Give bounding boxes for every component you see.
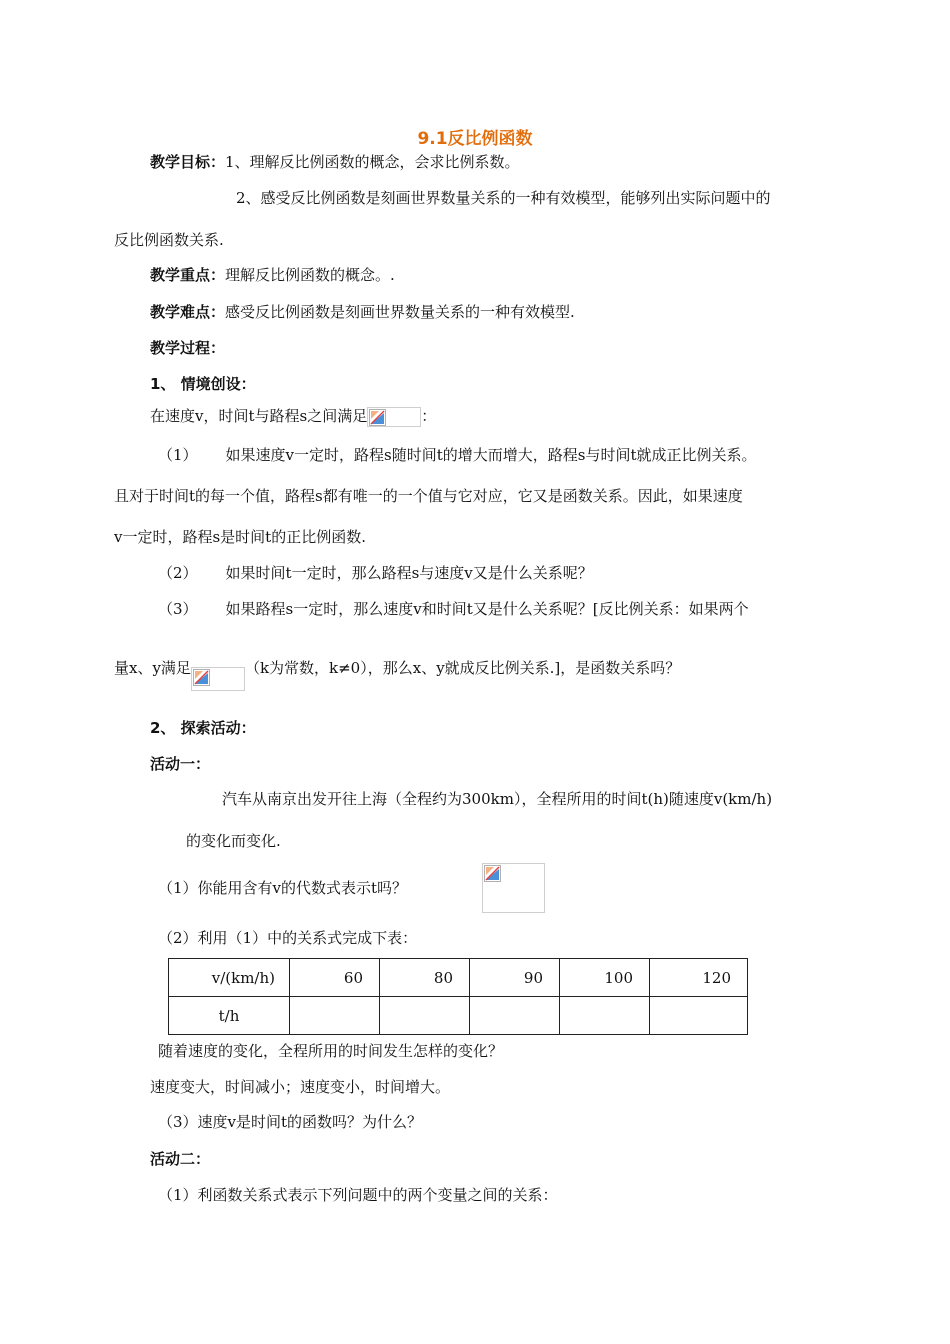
table-cell: 100 [560,959,650,997]
table-cell: 120 [650,959,748,997]
table-row [169,997,748,1035]
formula-image-placeholder [367,407,421,427]
table-cell: 90 [470,959,560,997]
q1-line-1 [158,445,756,465]
q3-text: 如果路程s一定时，那么速度v和时间t又是什么关系呢？[反比例关系：如果两个 [225,600,749,618]
table-cell-empty[interactable] [380,997,470,1035]
page-title: 9.1反比例函数 [417,129,533,149]
table-row [169,959,748,997]
section1-intro-after: ： [421,407,437,425]
q2-line [158,563,593,583]
table-cell-empty[interactable] [650,997,748,1035]
difficulty-line [150,302,575,322]
section1-heading: 1、 情境创设： [150,375,256,393]
q3-num: （3） [158,600,198,618]
a2-q1: （1）利函数关系式表示下列问题中的两个变量之间的关系： [158,1186,558,1204]
goals-item-2b: 反比例函数关系. [114,231,224,249]
key-point-line [150,265,395,285]
q1-text-1: 如果速度v一定时，路程s随时间t的增大而增大，路程s与时间t就成正比例关系。 [225,446,757,464]
q1-num: （1） [158,446,198,464]
section1-intro [150,406,436,427]
goals-item-2a: 2、感受反比例函数是刻画世界数量关系的一种有效模型，能够列出实际问题中的 [236,189,771,207]
table-cell: 80 [380,959,470,997]
q1-line-2: 且对于时间t的每一个值，路程s都有唯一的一个值与它对应，它又是函数关系。因此，如果速度 [114,487,743,505]
speed-time-table [168,958,748,1035]
difficulty-text: 感受反比例函数是刻画世界数量关系的一种有效模型. [225,303,575,321]
table-cell-empty[interactable] [290,997,380,1035]
broken-image-icon [369,409,386,426]
a1-q2: （2）利用（1）中的关系式完成下表： [158,929,418,947]
q2-num: （2） [158,564,198,582]
q3b-after: （k为常数，k≠0），那么x、y就成反比例关系.]，是函数关系吗？ [244,659,681,677]
formula-image-placeholder-3 [482,863,545,913]
a1-q1: （1）你能用含有v的代数式表示t吗？ [158,879,408,897]
a1-q3: （3）速度v是时间t的函数吗？为什么？ [158,1113,423,1131]
q3b-before: 量x、y满足 [114,659,191,677]
q2-text: 如果时间t一定时，那么路程s与速度v又是什么关系呢？ [225,564,593,582]
goals-item-1: 1、理解反比例函数的概念，会求比例系数。 [225,153,520,171]
section2-heading: 2、 探索活动： [150,719,256,737]
q3-line [158,599,749,619]
a1-line-2: 的变化而变化. [186,832,281,850]
table-cell-empty[interactable] [560,997,650,1035]
difficulty-label: 教学难点： [150,303,226,321]
goals-label: 教学目标： [150,153,226,171]
q1-line-3: v一定时，路程s是时间t的正比例函数. [114,528,366,546]
q3-line-2 [114,657,680,681]
key-point-text: 理解反比例函数的概念。. [225,266,395,284]
process-label: 教学过程： [150,339,226,357]
section1-intro-before: 在速度v，时间t与路程s之间满足 [150,407,368,425]
a1-line-1: 汽车从南京出发开往上海（全程约为300km），全程所用的时间t(h)随速度v(km/h) [222,790,773,808]
activity1-label: 活动一： [150,755,211,773]
broken-image-icon [484,865,501,882]
broken-image-icon [193,669,210,686]
formula-image-placeholder-2 [191,667,245,691]
table-header-t: t/h [169,997,290,1035]
table-header-v: v/(km/h) [169,959,290,997]
table-cell-empty[interactable] [470,997,560,1035]
goals-line-1 [150,152,520,172]
after-table-2: 速度变大，时间减小；速度变小，时间增大。 [150,1078,451,1096]
after-table-1: 随着速度的变化，全程所用的时间发生怎样的变化？ [158,1042,504,1060]
table-cell: 60 [290,959,380,997]
key-point-label: 教学重点： [150,266,226,284]
activity2-label: 活动二： [150,1150,211,1168]
